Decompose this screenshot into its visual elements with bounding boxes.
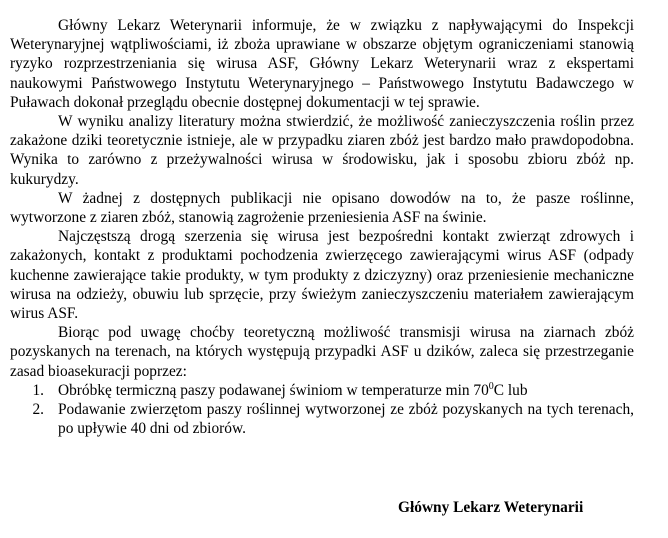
paragraph-publications: W żadnej z dostępnych publikacji nie opisano dowodów na to, że pasze roślinne, wytworzone z ziaren zbóż, stanowią zagrożenie przeniesienia ASF na świnie. [10,189,634,227]
list-item-text: Podawanie zwierzętom paszy roślinnej wytworzonej ze zbóż pozyskanych na tych terenach, po upływie 40 dni od zbiorów. [58,401,634,438]
list-item [10,400,634,438]
signature: Główny Lekarz Weterynarii [398,499,584,516]
list-item [10,381,634,400]
list-item-text [58,381,634,400]
list-item-text-before: Obróbkę termiczną paszy podawanej świniom w temperaturze min 70 [58,381,489,399]
list-item-text-after: C lub [493,381,528,399]
paragraph-recommendation: Biorąc pod uwagę choćby teoretyczną możliwość transmisji wirusa na ziarnach zbóż pozyskanych na terenach, na których występują przypadki ASF u dzików, zaleca się przestrzeganie zasad bioasekuracji poprzez: [10,324,634,380]
paragraph-intro: Główny Lekarz Weterynarii informuje, że w związku z napływającymi do Inspekcji Weterynaryjnej wątpliwościami, iż zboża uprawiane w obszarze objętym ograniczeniami stanowią ryzyko rozprzestrzeniania się wirusa ASF, Główny Lekarz Weterynarii wraz z ekspertami naukowymi Państwowego Instytutu Weterynaryjnego – Państwowego Instytutu Badawczego w Puławach dokonał przeglądu obecnie dostępnej dokumentacji w tej sprawie. [10,17,634,111]
paragraph-literature-analysis: W wyniku analizy literatury można stwierdzić, że możliwość zanieczyszczenia roślin przez zakażone dziki teoretycznie istnieje, ale w przypadku ziaren zbóż jest bardzo mało prawdopodobna. Wynika to zarówno z przeżywalności wirusa w środowisku, jak i sposobu zbioru zbóż np. kukurydzy. [10,113,634,188]
list-number: 1. [32,381,44,399]
document-body [10,16,634,438]
biosecurity-list [10,381,634,439]
list-item-superscript: 0 [488,380,494,392]
paragraph-transmission-routes: Najczęstszą drogą szerzenia się wirusa jest bezpośredni kontakt zwierząt zdrowych i zakażonych, kontakt z produktami pochodzenia zwierzęcego zawierającymi wirus ASF (odpady kuchenne zawierające takie produkty, w tym produkty z dziczyzny) oraz przeniesienie mechaniczne wirusa na odzieży, obuwiu lub sprzęcie, przy świeżym zanieczyszczeniu materiałem zawierającym wirus ASF. [10,228,634,323]
list-number: 2. [32,401,44,419]
